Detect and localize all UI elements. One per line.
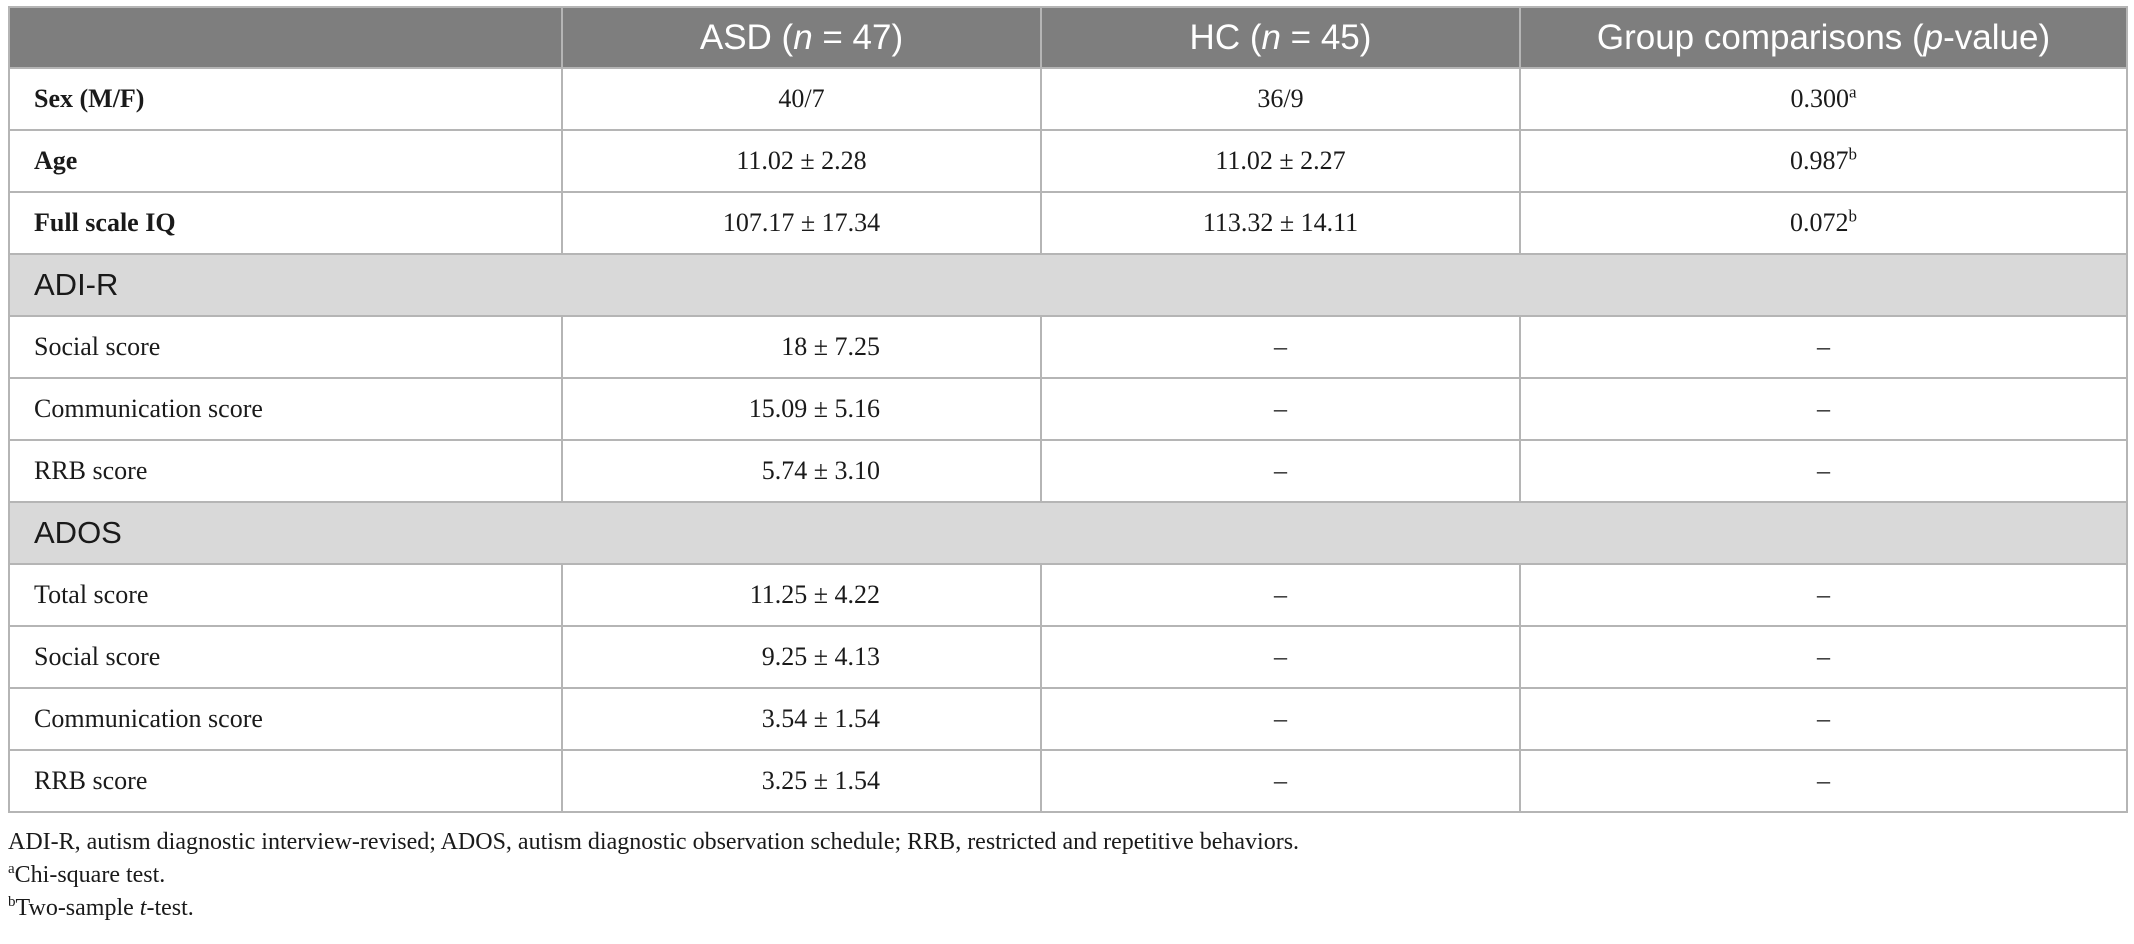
p-value: – bbox=[1520, 564, 2127, 626]
hc-value: – bbox=[1041, 316, 1520, 378]
header-hc: HC (n = 45) bbox=[1041, 7, 1520, 68]
row-label: Total score bbox=[9, 564, 562, 626]
hc-value: 113.32 ± 14.11 bbox=[1041, 192, 1520, 254]
table-footnotes bbox=[8, 826, 2126, 925]
hc-value: – bbox=[1041, 564, 1520, 626]
p-value: 0.072$^b$ bbox=[1520, 192, 2127, 254]
p-value: – bbox=[1520, 316, 2127, 378]
row-label: Social score bbox=[9, 626, 562, 688]
asd-value: 107.17 ± 17.34 bbox=[562, 192, 1041, 254]
p-value: 0.987$^b$ bbox=[1520, 130, 2127, 192]
asd-value: 18 ± 7.25 bbox=[562, 316, 1041, 378]
row-label: Social score bbox=[9, 316, 562, 378]
hc-value: – bbox=[1041, 626, 1520, 688]
table-header bbox=[9, 7, 2127, 68]
row-label: Communication score bbox=[9, 378, 562, 440]
asd-value: 40/7 bbox=[562, 68, 1041, 130]
table-row bbox=[9, 626, 2127, 688]
table-row bbox=[9, 378, 2127, 440]
asd-value: 15.09 ± 5.16 bbox=[562, 378, 1041, 440]
header-asd: ASD (n = 47) bbox=[562, 7, 1041, 68]
table-row bbox=[9, 316, 2127, 378]
header-group-comparisons: Group comparisons (p-value) bbox=[1520, 7, 2127, 68]
row-label: Age bbox=[9, 130, 562, 192]
hc-value: – bbox=[1041, 440, 1520, 502]
row-label: Full scale IQ bbox=[9, 192, 562, 254]
hc-value: 36/9 bbox=[1041, 68, 1520, 130]
header-empty-cell bbox=[9, 7, 562, 68]
asd-value: 3.25 ± 1.54 bbox=[562, 750, 1041, 812]
p-value: – bbox=[1520, 440, 2127, 502]
row-label: RRB score bbox=[9, 750, 562, 812]
table-container bbox=[8, 6, 2126, 925]
hc-value: – bbox=[1041, 750, 1520, 812]
p-value: – bbox=[1520, 626, 2127, 688]
asd-value: 3.54 ± 1.54 bbox=[562, 688, 1041, 750]
asd-value: 11.25 ± 4.22 bbox=[562, 564, 1041, 626]
table-row bbox=[9, 750, 2127, 812]
section-row-adir bbox=[9, 254, 2127, 316]
p-value: – bbox=[1520, 688, 2127, 750]
p-value: 0.300$^a$ bbox=[1520, 68, 2127, 130]
section-row-ados bbox=[9, 502, 2127, 564]
row-label: Sex (M/F) bbox=[9, 68, 562, 130]
hc-value: 11.02 ± 2.27 bbox=[1041, 130, 1520, 192]
row-label: Communication score bbox=[9, 688, 562, 750]
header-row bbox=[9, 7, 2127, 68]
abbreviations-note: ADI-R, autism diagnostic interview-revised; ADOS, autism diagnostic observation schedule; RRB, restricted and repetitive behaviors. bbox=[8, 829, 1300, 855]
row-label: RRB score bbox=[9, 440, 562, 502]
hc-value: – bbox=[1041, 378, 1520, 440]
p-value: – bbox=[1520, 378, 2127, 440]
section-title: ADI-R bbox=[9, 254, 2127, 316]
footnote-a: $^a$Chi-square test. bbox=[8, 861, 166, 888]
table-row bbox=[9, 130, 2127, 192]
footnote-b: $^b$Two-sample t-test. bbox=[8, 894, 194, 921]
p-value: – bbox=[1520, 750, 2127, 812]
section-title: ADOS bbox=[9, 502, 2127, 564]
table-row bbox=[9, 564, 2127, 626]
table-row bbox=[9, 440, 2127, 502]
asd-value: 5.74 ± 3.10 bbox=[562, 440, 1041, 502]
table-row bbox=[9, 192, 2127, 254]
demographics-table bbox=[8, 6, 2128, 813]
table-row bbox=[9, 688, 2127, 750]
asd-value: 11.02 ± 2.28 bbox=[562, 130, 1041, 192]
table-row bbox=[9, 68, 2127, 130]
table-body bbox=[9, 68, 2127, 812]
asd-value: 9.25 ± 4.13 bbox=[562, 626, 1041, 688]
hc-value: – bbox=[1041, 688, 1520, 750]
